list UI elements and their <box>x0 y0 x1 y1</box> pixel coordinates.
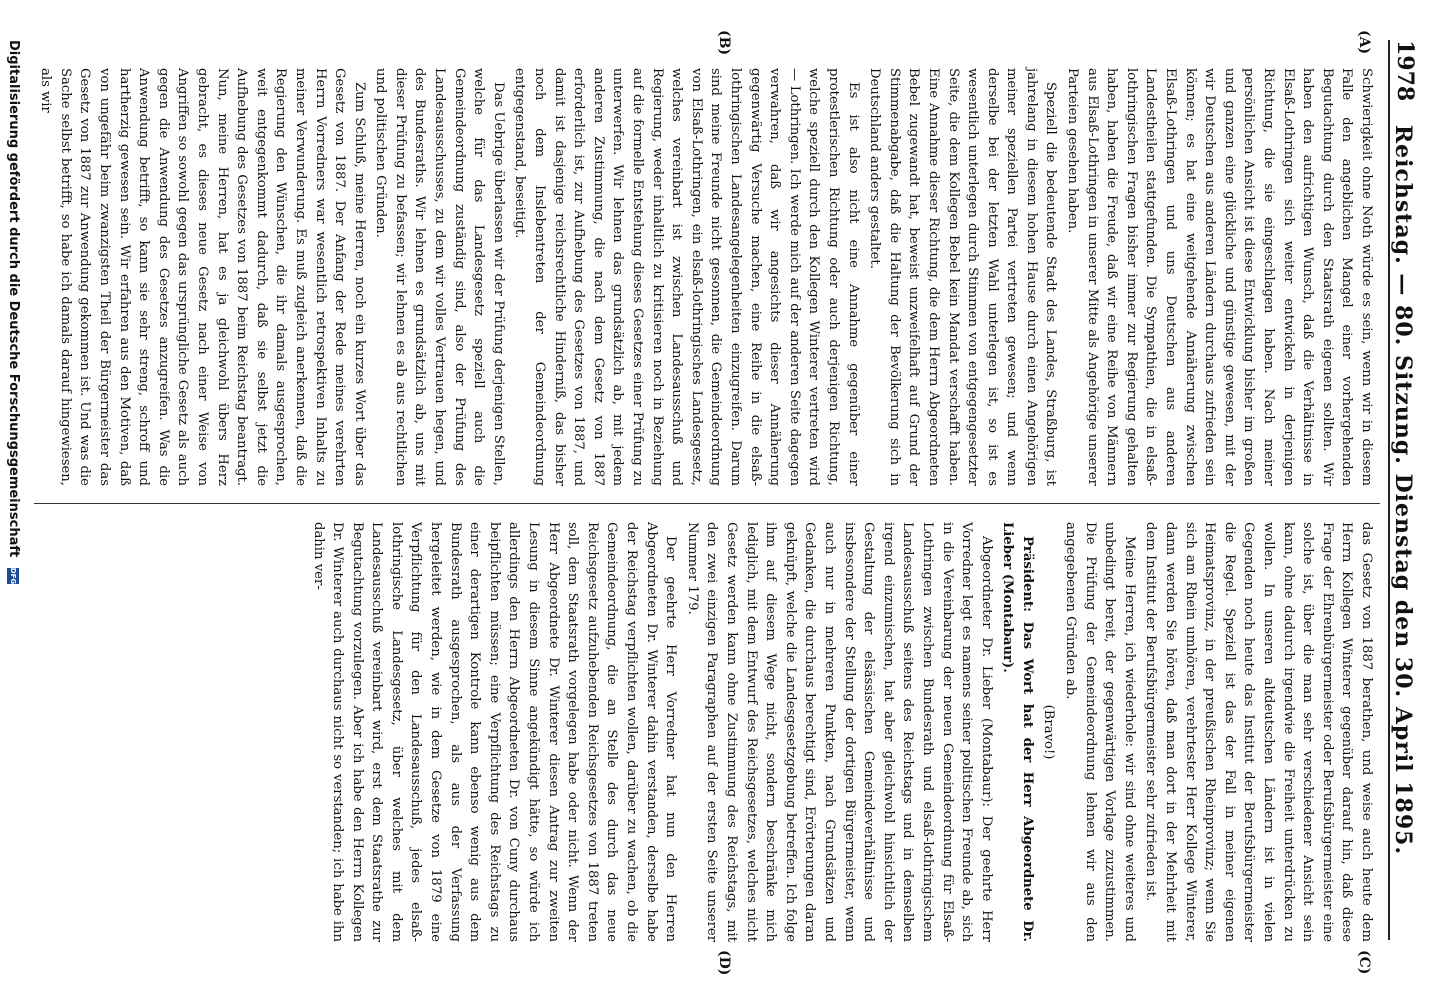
right-text-column <box>40 522 1376 942</box>
paragraph: das Gesetz von 1887 berathen, und weise auch heute dem Herrn Kollegen Winterer gegenüber darauf hin, daß diese Frage der Ehrenbürgermeister oder Berufsbürgermeister eine solche ist, über die man sehr verschiedener Ansicht sein kann, ohne dadurch irgendwie die Freiheit unterdrücken zu wollen. In unseren altdeutschen Ländern ist in vielen Gegenden noch heute das Institut der Berufsbürgermeister die Regel. Speziell ist das der Fall in meiner eigenen Heimatsprovinz, in der preußischen Rheinprovinz; wenn Sie sich am Rhein umhören, verehrtester Herr Kollege Winterer, dann werden Sie hören, daß man dort in der Mehrheit mit dem Institut der Berufsbürgermeister sehr zufrieden ist. <box>1143 522 1374 942</box>
paragraph: Abgeordneter Dr. Lieber (Montabaur): Der geehrte Herr Vorredner legt es namens seiner politischen Freunde ab, sich in die Vereinbarung der neuen Gemeindeordnung für Elsaß-Lothringen zwischen Bundesrath und elsaß-lothringischem Landesausschuß seitens des Reichstags und in demselben irgend einzumischen, hat aber gleichwohl hinsichtlich der Gestaltung der elsässischen Gemeindeverhältnisse und insbesondere der Stellung der dortigen Bürgermeister, wenn auch nur in mehreren Punkten, nach Grundsätzen und Gedanken, die durchaus berechtigt sind, Erörterungen daran geknüpft, welche die Landesgesetzgebung betreffen. Ich folge ihm auf diesem Wege nicht, sondern beschränke mich lediglich, mit dem Entwurf des Reichsgesetzes, welches nicht Gesetz werden kann ohne Zustimmung des Reichstags, mit den zwei einzigen Paragraphen auf der ersten Seite unserer Nummer 179. <box>684 522 994 942</box>
page-header <box>1388 40 1418 940</box>
left-text-column <box>40 68 1376 486</box>
digitization-credit <box>6 40 21 584</box>
credit-text: Digitalisierung gefördert durch die Deutsche Forschungsgemeinschaft <box>6 40 21 558</box>
paragraph: Der geehrte Herr Vorredner hat nun den Herren Abgeordneten Dr. Winterer dahin verstanden, derselbe habe der Reichstag verpflichten wollen, darüber zu wachen, ob die Gemeindeordnung, die an Stelle des durch das neue Reichsgesetz aufzuhebenden Reichsgesetzes von 1887 treten soll, dem Staatsrath vorgelegen habe oder nicht. Wenn der Herr Abgeordnete Dr. Winterer diesen Antrag zur zweiten Lesung in diesem Sinne angekündigt hätte, so würde ich allerdings den Herrn Abgeordneten Dr. von Cuny durchaus beipflichten müssen; eine Verpflichtung des Reichstags zu einer derartigen Kontrole kann ebenso wenig aus dem Bundesrath ausgesprochen, als aus der Verfassung hergeleitet werden, wie in dem Gesetze von 1879 eine Verpflichtung für den Landesausschuß, jedes elsaß-lothringische Landesgesetz, über welches mit dem Landesausschuß vereinbart wird, erst dem Staatsrathe zur Begutachtung vorzulegen. Aber ich habe den Herrn Kollegen Dr. Winterer auch durchaus nicht so verstanden; ich habe ihn dahin ver- <box>310 522 679 942</box>
paragraph: Speziell die bedeutende Stadt des Landes, Straßburg, ist jahrelang in diesem hohen Hause durch einen Angehörigen meiner speziellen Partei vertreten gewesen; und wenn derselbe bei der letzten Wahl unterlegen ist, so ist es wesentlich unterlegen durch Stimmen von entgegengesetzter Seite, die dem Kollegen Bebel kein Mandat verschafft haben. Eine Annahme dieser Richtung, die dem Herrn Abgeordneten Bebel zugewandt hat, beweist unzweifelhaft auf Grund der Stimmenabgabe, daß die Haltung der Bevölkerung sich in Deutschland anders gestaltet. <box>867 68 1059 486</box>
paragraph: Meine Herren, ich wiederhole: wir sind ohne weiteres und unbedingt bereit, der gegenwärtigen Vorlage zuzustimmen. Die Prüfung der Gemeindeordnung lehnen wir aus den angegebenen Gründen ab. <box>1063 522 1137 942</box>
paragraph: Das Uebrige überlassen wir der Prüfung derjenigen Stellen, welche für das Landesgesetz speziell auch die Gemeindeordnung zuständig sind, also der Prüfung des Landesausschusses, zu dem wir volles Vertrauen hegen, und des Bundesraths. Wir lehnen es grundsätzlich ab, uns mit dieser Prüfung zu befassen; wir lehnen es ab aus rechtlichen und politischen Gründen. <box>373 68 506 486</box>
page-title: Reichstag. — 80. Sitzung. Dienstag den 30. April 1895. <box>1390 124 1416 856</box>
margin-mark-a: (A) <box>1356 30 1372 55</box>
dfg-logo-icon: DFG <box>9 567 18 585</box>
paragraph: Es ist also nicht eine Annahme gegenüber einer protestlerischen Richtung oder auch derjenigen Richtung, welche speziell durch den Kollegen Winterer vertreten wird — Lothringen. Ich werde mich auf der anderen Seite dagegen verwahren, daß wir angesichts dieser Annäherung gegenwärtig Versuche machen, eine Reihe in die elsaß-lothringischen Landesangelegenheiten einzugreifen. Darum sind meine Freunde nicht gesonnen, die Gemeindeordnung von Elsaß-Lothringen, ein elsaß-lothringisches Landesgesetz, welches vereinbart ist zwischen Landesausschuß und Regierung, weder inhaltlich zu kritisieren noch in Beziehung auf die formelle Entstehung dieses Gesetzes einer Prüfung zu unterwerfen. Wir lehnen das grundsätzlich ab, mit jedem anderen Zustimmung, die nach dem Gesetz von 1887 erforderlich ist, zur Aufhebung des Gesetzes von 1887, und damit ist dasjenige reichsrechtliche Hinderniß, das bisher noch dem Inslebentreten der Gemeindeordnung entgegenstand, beseitigt. <box>512 68 861 486</box>
column-divider <box>34 503 1380 504</box>
president-line: Präsident: Das Wort hat der Herr Abgeordnete Dr. Lieber (Montabaur). <box>1000 522 1035 942</box>
margin-mark-b: (B) <box>716 30 732 56</box>
applause-note: (Bravo!) <box>1041 704 1057 760</box>
paragraph: Schwierigkeit ohne Noth würde es sein, wenn wir in diesem Falle den angeblichen Mangel einer vorhergehenden Begutachtung durch den Staatsrath eigenen sollten. Wir haben den aufrichtigen Wunsch, daß die Verhältnisse in Elsaß-Lothringen sich weiter entwickeln in derjenigen Richtung, die sie eingeschlagen haben. Nach meiner persönlichen Ansicht ist diese Entwicklung bisher im großen und ganzen eine glückliche und günstige gewesen, mit der wir Deutschen aus anderen Ländern durchaus zufrieden sein können; es hat eine weitgehende Annäherung zwischen Elsaß-Lothringen und uns Deutschen aus anderen Landestheilen stattgefunden. Die Sympathien, die in elsaß-lothringischen Fragen bisher immer zur Regierung gehalten haben, haben die Freude, daß wir eine Reihe von Männern aus Elsaß-Lothringen in unserer Mitte als Angehörige unserer Parteien gesehen haben. <box>1065 68 1374 486</box>
page-number: 1978 <box>1392 40 1418 102</box>
margin-mark-d: (D) <box>716 950 732 976</box>
margin-mark-c: (C) <box>1356 950 1372 975</box>
paragraph: Zum Schluß, meine Herren, noch ein kurzes Wort über das Gesetz von 1887. Der Anfang der Rede meines verehrten Herrn Vorredners war wesentlich retrospektiven Inhalts zu meiner Verwunderung. Es muß zugleich anerkennen, daß die Regierung den Wünschen, die ihr damals ausgesprochen, weit entgegenkommt dadurch, daß sie selbst jetzt die Aufhebung des Gesetzes von 1887 beim Reichstag beantragt. Nun, meine Herren, hat es ja gleichwohl übers Herz gebracht, es dieses neue Gesetz nach einer Weise von Angriffen so sowohl gegen das ursprüngliche Gesetz als auch gegen die Anwendung des Gesetzes anzugreifen. Was die Anwendung betrifft, so kann sie sehr streng, schroff und hartherzig gewesen sein. Wir erfahren aus den Motiven, daß von ungefähr beim zwanzigsten Theil der Bürgermeister das Gesetz von 1887 zur Anwendung gekommen ist. Und was die Sache selbst betrifft, so habe ich damals darauf hingewiesen, als wir <box>38 68 367 486</box>
